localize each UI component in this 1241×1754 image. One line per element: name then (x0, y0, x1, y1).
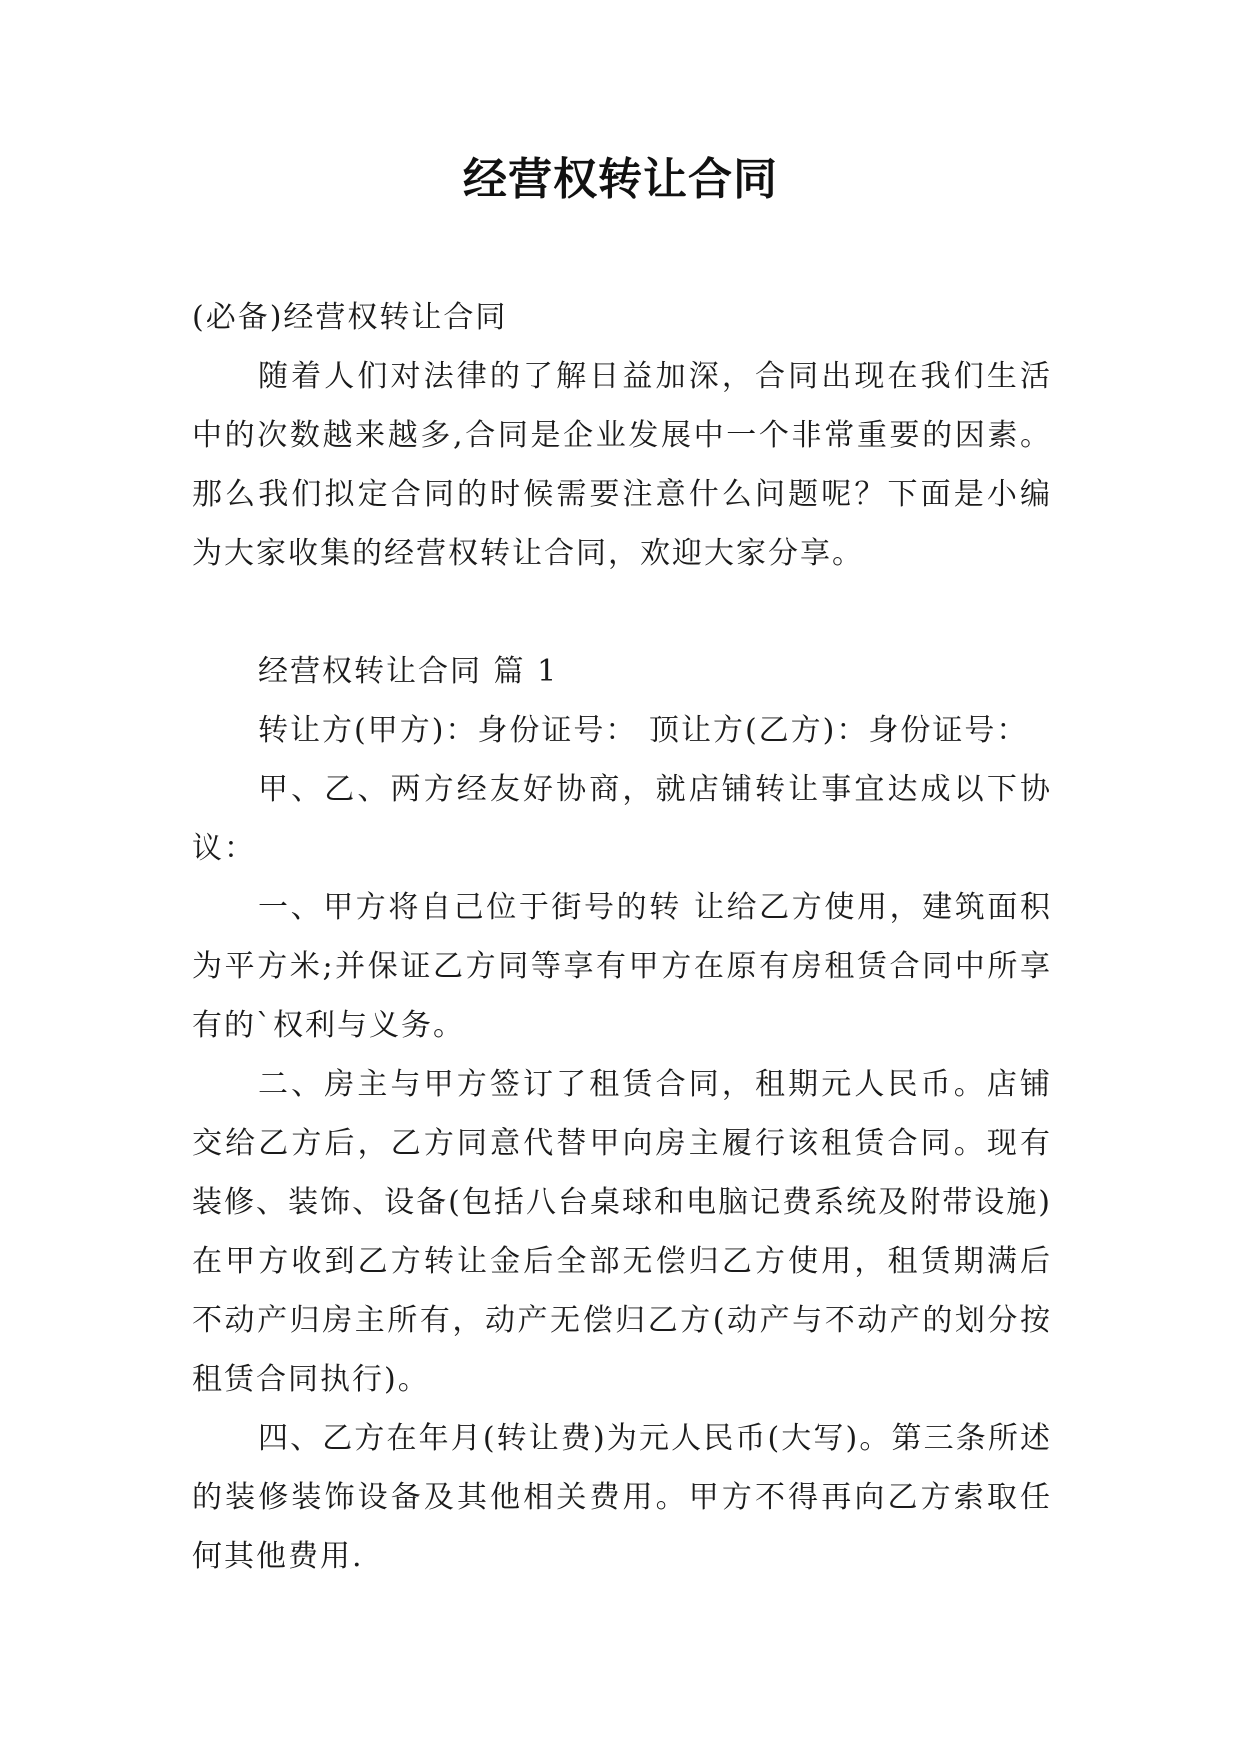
parties-line: 转让方(甲方)：身份证号： 顶让方(乙方)：身份证号： (258, 713, 1029, 748)
clause-4-paragraph: 四、乙方在年月(转让费)为元人民币(大写)。第三条所述的装修装饰设备及其他相关费用。甲方不得再向乙方索取任何其他费用. (192, 1421, 1052, 1574)
agreement-intro-paragraph: 甲、乙、两方经友好协商，就店铺转让事宜达成以下协议： (192, 772, 1052, 866)
section-heading: 经营权转让合同 篇 1 (258, 654, 559, 689)
document-body (192, 288, 1052, 1586)
document-title: 经营权转让合同 (463, 154, 778, 205)
clause-1-paragraph: 一、甲方将自己位于街号的转 让给乙方使用，建筑面积为平方米;并保证乙方同等享有甲方在原有房租赁合同中所享有的`权利与义务。 (192, 890, 1052, 1043)
document-subtitle: (必备)经营权转让合同 (192, 300, 508, 335)
paragraph-spacer (192, 583, 1052, 642)
intro-paragraph: 随着人们对法律的了解日益加深，合同出现在我们生活中的次数越来越多,合同是企业发展中一个非常重要的因素。那么我们拟定合同的时候需要注意什么问题呢？下面是小编为大家收集的经营权转让合同，欢迎大家分享。 (192, 359, 1052, 571)
clause-2-paragraph: 二、房主与甲方签订了租赁合同，租期元人民币。店铺交给乙方后，乙方同意代替甲向房主履行该租赁合同。现有装修、装饰、设备(包括八台桌球和电脑记费系统及附带设施)在甲方收到乙方转让金后全部无偿归乙方使用，租赁期满后不动产归房主所有，动产无偿归乙方(动产与不动产的划分按租赁合同执行)。 (192, 1067, 1052, 1397)
